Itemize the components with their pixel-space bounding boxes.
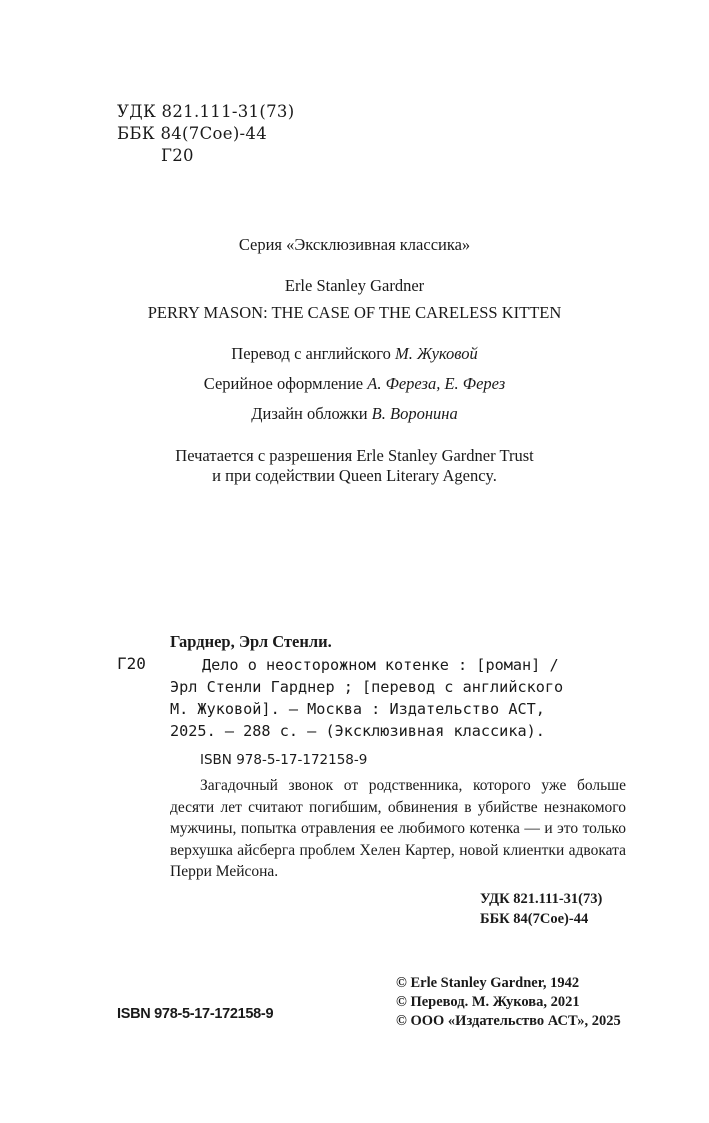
translator-name: М. Жуковой [394,344,478,363]
series-designer-names: А. Фереза, Е. Ферез [367,374,506,393]
catalog-author-mark: Г20 [117,654,146,673]
original-author: Erle Stanley Gardner [284,276,425,295]
bbk-code: ББК 84(7Сое)-44 [117,124,268,143]
translation-label: Перевод с английского [231,344,391,363]
catalog-heading: Гарднер, Эрл Стенли. [170,632,332,651]
series-line: Серия «Эксклюзивная классика» [238,235,471,254]
cover-designer-name: В. Воронина [371,404,458,423]
udk-code: УДК 821.111-31(73) [117,102,295,121]
copyright-line-2: © Перевод. М. Жукова, 2021 [396,994,580,1010]
biblio-line-2: Эрл Стенли Гарднер ; [перевод с английского [170,678,564,696]
cover-design-credit [0,404,709,424]
permission-line-1: Печатается с разрешения Erle Stanley Gardner Trust [175,446,534,465]
permission-notice [0,446,709,486]
copyright-block [396,974,621,1031]
biblio-line-1: Дело о неосторожном котенке : [роман] / [202,656,559,674]
copyright-line-3: © ООО «Издательство АСТ», 2025 [396,1013,621,1029]
author-mark: Г20 [161,146,194,165]
original-title: PERRY MASON: THE CASE OF THE CARELESS KITTEN [147,303,562,322]
copyright-line-1: © Erle Stanley Gardner, 1942 [396,975,580,991]
permission-line-2: и при содействии Queen Literary Agency. [212,466,497,485]
catalog-udk: УДК 821.111-31(73) [480,891,603,907]
cover-design-label: Дизайн обложки [251,404,368,423]
series-design-credit [0,374,709,394]
catalog-bbk: ББК 84(7Сое)-44 [480,911,589,927]
bibliographic-description [170,654,626,742]
catalog-codes [480,889,602,929]
series-design-label: Серийное оформление [203,374,364,393]
top-classification-codes [117,101,294,167]
catalog-isbn: ISBN 978-5-17-172158-9 [200,752,368,768]
biblio-line-3: М. Жуковой]. — Москва : Издательство АСТ, [170,700,545,718]
biblio-line-4: 2025. — 288 с. — (Эксклюзивная классика). [170,722,545,740]
translation-credit [0,344,709,364]
isbn-bottom: ISBN 978-5-17-172158-9 [117,1006,274,1022]
annotation-text: Загадочный звонок от родственника, которого уже больше десяти лет считают погибшим, обвинения в убийстве незнакомого мужчины, попытка отравления ее любимого котенка — и это только верхушка айсберга проблем Хелен Картер, новой клиентки адвоката Перри Мейсона. [170,777,626,880]
